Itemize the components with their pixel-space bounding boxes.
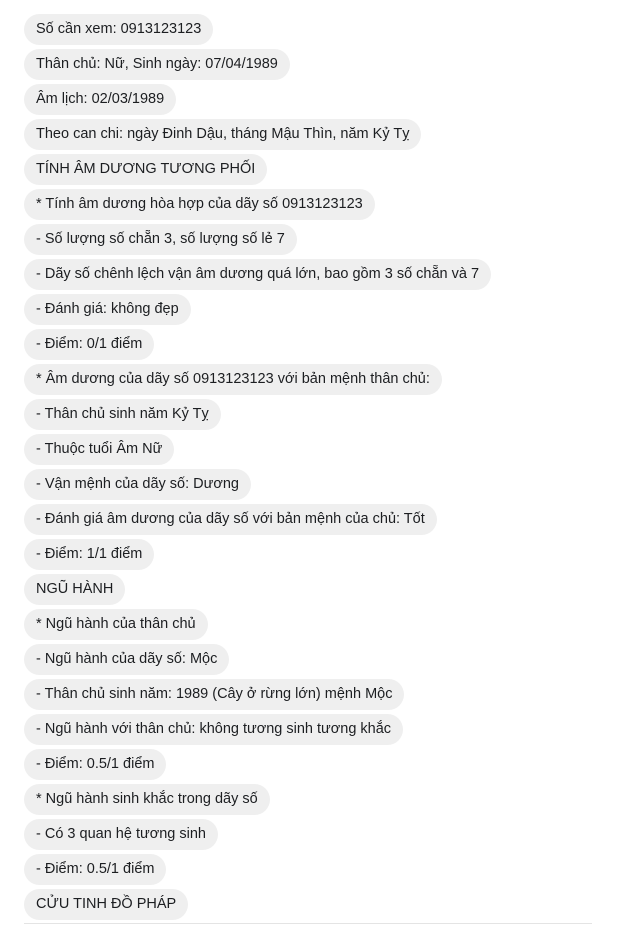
message-bubble: Âm lịch: 02/03/1989 <box>24 84 176 115</box>
message-bubble: Theo can chi: ngày Đinh Dậu, tháng Mậu Thìn, năm Kỷ Tỵ <box>24 119 421 150</box>
message-bubble: TÍNH ÂM DƯƠNG TƯƠNG PHỐI <box>24 154 267 185</box>
message-bubble: * Ngũ hành của thân chủ <box>24 609 208 640</box>
message-bubble: - Thân chủ sinh năm: 1989 (Cây ở rừng lớn) mệnh Mộc <box>24 679 404 710</box>
message-bubble: - Số lượng số chẵn 3, số lượng số lẻ 7 <box>24 224 297 255</box>
message-bubble: - Điểm: 0.5/1 điểm <box>24 749 166 780</box>
message-bubble: Số cần xem: 0913123123 <box>24 14 213 45</box>
message-bubble: - Điểm: 1/1 điểm <box>24 539 154 570</box>
message-bubble: - Điểm: 0/1 điểm <box>24 329 154 360</box>
message-bubble: Thân chủ: Nữ, Sinh ngày: 07/04/1989 <box>24 49 290 80</box>
message-bubble: - Ngũ hành với thân chủ: không tương sinh tương khắc <box>24 714 403 745</box>
message-bubble: - Đánh giá: không đẹp <box>24 294 191 325</box>
message-bubble: CỬU TINH ĐỒ PHÁP <box>24 889 188 920</box>
message-bubble: * Ngũ hành sinh khắc trong dãy số <box>24 784 270 815</box>
message-bubble: - Đánh giá âm dương của dãy số với bản mệnh của chủ: Tốt <box>24 504 437 535</box>
message-bubble: * Âm dương của dãy số 0913123123 với bản mệnh thân chủ: <box>24 364 442 395</box>
message-bubble: - Vận mệnh của dãy số: Dương <box>24 469 251 500</box>
divider <box>24 923 592 924</box>
message-bubble: - Có 3 quan hệ tương sinh <box>24 819 218 850</box>
message-bubble: - Thuộc tuổi Âm Nữ <box>24 434 174 465</box>
message-bubble: - Ngũ hành của dãy số: Mộc <box>24 644 229 675</box>
message-list <box>24 14 604 924</box>
message-bubble: - Điểm: 0.5/1 điểm <box>24 854 166 885</box>
message-bubble: - Thân chủ sinh năm Kỷ Tỵ <box>24 399 221 430</box>
message-bubble: NGŨ HÀNH <box>24 574 125 605</box>
message-bubble: - Dãy số chênh lệch vận âm dương quá lớn, bao gồm 3 số chẵn và 7 <box>24 259 491 290</box>
message-bubble: * Tính âm dương hòa hợp của dãy số 0913123123 <box>24 189 375 220</box>
